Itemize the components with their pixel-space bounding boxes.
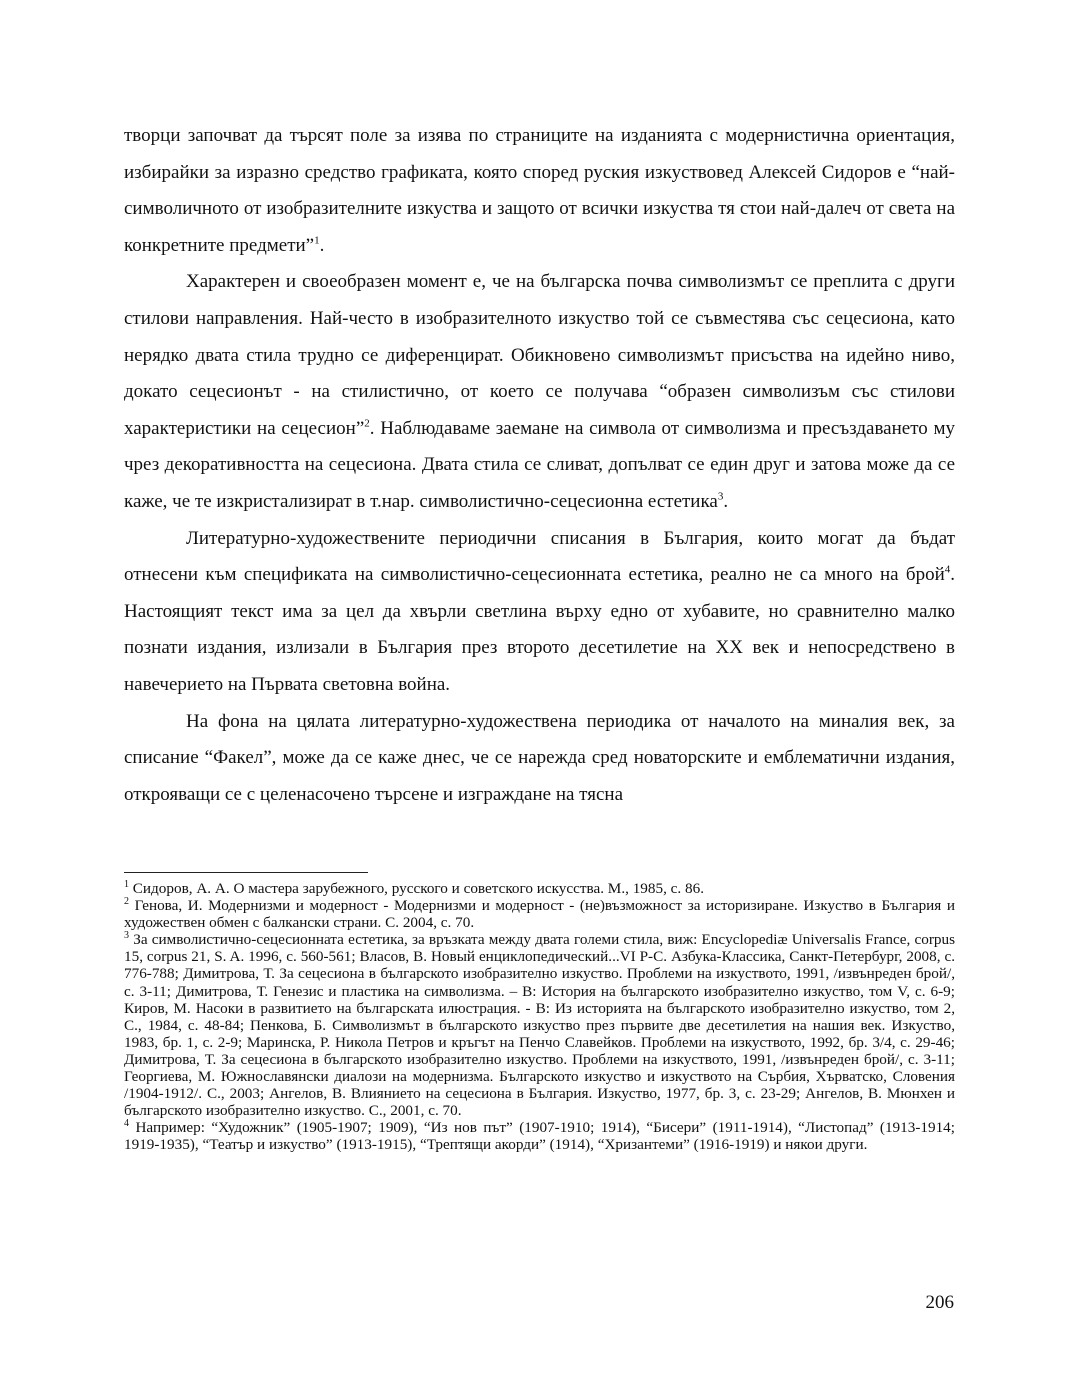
footnote-number: 2 — [124, 896, 129, 908]
body-paragraph-1 — [124, 118, 955, 264]
footnote-ref[interactable]: 4 — [944, 563, 951, 576]
body-paragraph-4 — [124, 704, 955, 814]
footnote-separator — [124, 872, 368, 873]
paragraph-text: . Настоящият текст има за цел да хвърли светлина върху едно от хубавите, но сравнително малко познати издания, излизали в България през второто десетилетие на XX век и непосредствено в навечерието на Първата световна война. — [124, 564, 955, 695]
paragraph-text: Характерен и своеобразен момент е, че на българска почва символизмът се преплита с други стилови направления. Най-често в изобразителното изкуство той се съвместява със сецесиона, като нерядко двата стила трудно се диференцират. Обикновено символизмът присъства на идейно ниво, докато сецесионът - на стилистично, от което се получава “образен символизъм със стилови характеристики на сецесион” — [124, 271, 955, 439]
footnote-2 — [124, 897, 955, 931]
paragraph-text: . — [319, 234, 325, 256]
footnote-4 — [124, 1119, 955, 1153]
footnote-3 — [124, 931, 955, 1119]
footnote-text: За символистично-сецесионната естетика, за връзката между двата големи стила, виж: Encyclopediæ Universalis France, corpus 15, corpus 21, S. A. 1996, с. 560-561; Власов, В. Новый енциклопедический...VI Р-С. Азбука-Классика, Санкт-Петербург, 2008, с. 776-788; Димитрова, Т. За сецесиона в българското изобразително изкуство. Проблеми на изкуството, 1991, /извънреден брой/, с. 3-11; Димитрова, Т. Генезис и пластика на символизма. – В: История на българското изобразително изкуство, том V, с. 6-9; Киров, М. Насоки в развитието на българската илюстрация. - В: Из историята на българското изобразително изкуство, том 2, С., 1984, с. 48-84; Пенкова, Б. Символизмът в българското изкуство през първите две десетилетия на нашия век. Изкуство, 1983, бр. 1, с. 2-9; Маринска, Р. Никола Петров и кръгът на Пенчо Славейков. Проблеми на изкуството, 1992, бр. 3/4, с. 29-46; Димитрова, Т. За сецесиона в българското изобразително изкуство. Проблеми на изкуството, 1991, /извънреден брой/, с. 3-11; Георгиева, М. Южнославянски диалози на модернизма. Българското изкуство и изкуството на Сърбия, Хърватско, Словения /1904-1912/. С., 2003; Ангелов, В. Влиянието на сецесиона в България. Изкуство, 1977, бр. 3, с. 23-29; Ангелов, В. Мюнхен и българското изобразително изкуство. С., 2001, с. 70. — [124, 931, 955, 1120]
paragraph-text: творци започват да търсят поле за изява по страниците на изданията с модернистична ориентация, избирайки за изразно средство графиката, която според руския изкуствовед Алексей Сидоров е “най-символичното от изобразителните изкуства и защото от всички изкуства тя стои най-далеч от света на конкретните предмети” — [124, 125, 955, 256]
footnote-ref[interactable]: 3 — [717, 490, 724, 503]
footnote-text: Генова, И. Модернизми и модерност - Модернизми и модерност - (не)възможност за историзиране. Изкуство в България и художествен обмен с балкански страни. С. 2004, с. 70. — [124, 897, 955, 932]
paragraph-text: . — [723, 490, 729, 512]
footnote-1 — [124, 880, 955, 897]
footnote-number: 1 — [124, 878, 129, 890]
body-paragraph-3 — [124, 521, 955, 704]
footnote-text: Сидоров, А. А. О мастера зарубежного, русского и советского искусства. М., 1985, с. 86. — [129, 880, 704, 897]
paragraph-text: . Наблюдаваме заемане на символа от символизма и пресъздаването му чрез декоративността на сецесиона. Двата стила се сливат, допълват се един друг и затова може да се каже, че те изкристализират в т.нар. символистично-сецесионна естетика — [124, 417, 956, 512]
body-paragraph-2 — [124, 264, 955, 520]
document-body — [124, 118, 955, 813]
footnotes-section — [124, 880, 955, 1154]
footnote-text: Например: “Художник” (1905-1907; 1909), “Из нов път” (1907-1910; 1914), “Бисери” (1911-1914), “Листопад” (1913-1914; 1919-1935), “Театър и изкуство” (1913-1915), “Трептящи акорди” (1914), “Хризантеми” (1916-1919) и някои други. — [124, 1119, 955, 1154]
page-number: 206 — [925, 1292, 954, 1313]
paragraph-text: Литературно-художествените периодични списания в България, които могат да бъдат отнесени към спецификата на символистично-сецесионната естетика, реално не са много на брой — [124, 527, 955, 586]
footnote-ref[interactable]: 2 — [364, 417, 370, 430]
footnote-number: 4 — [124, 1118, 129, 1130]
paragraph-text: На фона на цялата литературно-художествена периодика от началото на миналия век, за списание “Факел”, може да се каже днес, че се нарежда сред новаторските и емблематични издания, открояващи се с целенасочено търсене и изграждане на тясна — [124, 710, 955, 805]
footnote-number: 3 — [124, 930, 129, 942]
footnote-ref[interactable]: 1 — [314, 234, 320, 247]
